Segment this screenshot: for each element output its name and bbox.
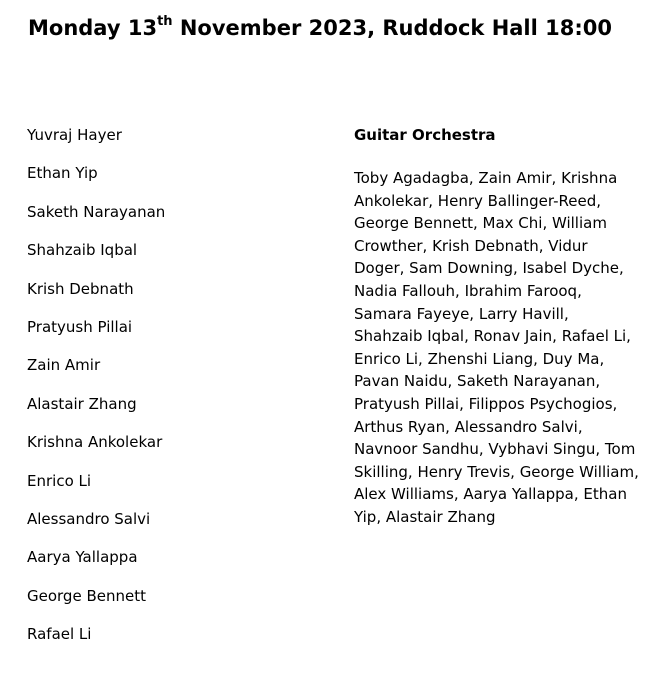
concert-title <box>28 16 612 40</box>
performer-name: Alessandro Salvi <box>27 509 151 528</box>
performer-name: George Bennett <box>27 586 146 605</box>
performer-name: Saketh Narayanan <box>27 202 166 221</box>
performer-name: Aarya Yallappa <box>27 548 138 567</box>
performer-name: Krishna Ankolekar <box>27 433 163 452</box>
ensemble-members: Toby Agadagba, Zain Amir, Krishna Ankolekar, Henry Ballinger-Reed, George Bennett, Max Chi, William Crowther, Krish Debnath, Vidur Doger, Sam Downing, Isabel Dyche, Nadia Fallouh, Ibrahim Farooq, Samara Fayeye, Larry Havill, Shahzaib Iqbal, Ronav Jain, Rafael Li, Enrico Li, Zhenshi Liang, Duy Ma, Pavan Naidu, Saketh Narayanan, Pratyush Pillai, Filippos Psychogios, Arthus Ryan, Alessandro Salvi, Navnoor Sandhu, Vybhavi Singu, Tom Skilling, Henry Trevis, George William, Alex Williams, Aarya Yallappa, Ethan Yip, Alastair Zhang <box>354 169 639 526</box>
performer-name: Alastair Zhang <box>27 394 137 413</box>
performer-name: Shahzaib Iqbal <box>27 241 138 260</box>
performer-name: Enrico Li <box>27 471 92 490</box>
title-ordinal-suffix: th <box>157 14 173 29</box>
title-date-venue-time: November 2023, Ruddock Hall 18:00 <box>172 16 612 40</box>
performer-name: Krish Debnath <box>27 279 134 298</box>
performer-name: Pratyush Pillai <box>27 317 133 336</box>
performer-name: Yuvraj Hayer <box>27 126 122 144</box>
title-date-prefix: Monday 13 <box>28 16 158 40</box>
performer-name: Zain Amir <box>27 356 101 375</box>
performer-list <box>27 125 165 662</box>
performer-name: Rafael Li <box>27 625 92 644</box>
performer-name: Ethan Yip <box>27 164 98 183</box>
ensemble-section <box>354 125 639 529</box>
ensemble-heading: Guitar Orchestra <box>354 126 496 144</box>
